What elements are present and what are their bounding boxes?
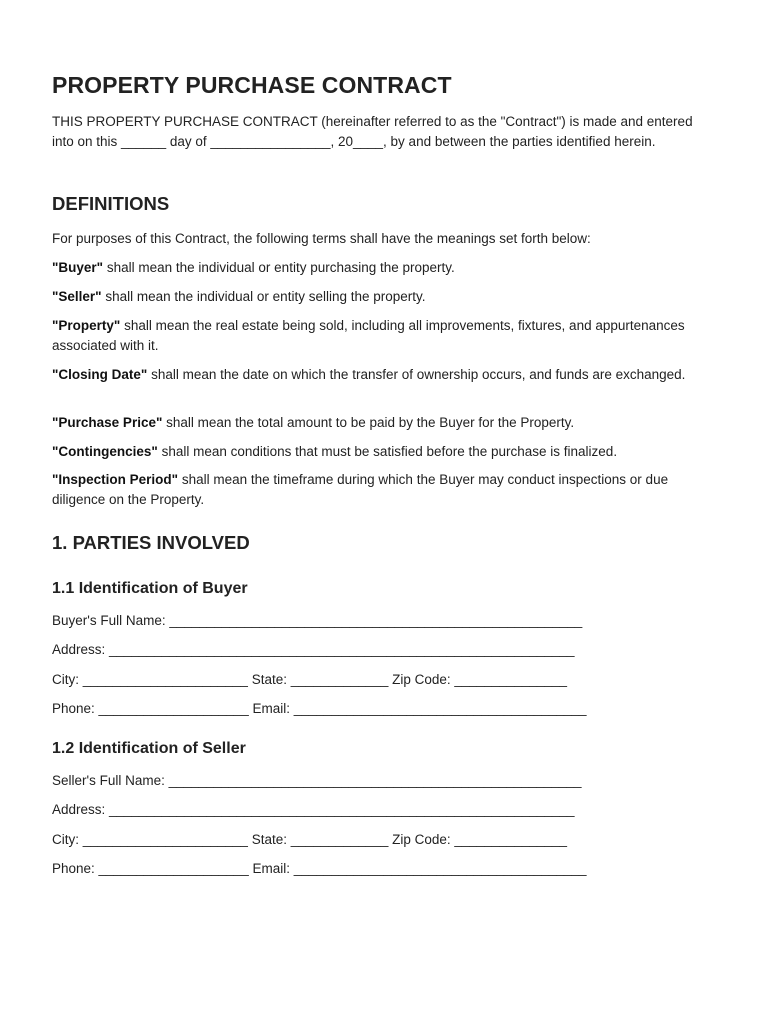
definition-text: shall mean the individual or entity purchasing the property. [103, 260, 455, 275]
definition-item [52, 316, 717, 355]
seller-full-name-field[interactable]: Seller's Full Name: _______________________________________________________ [52, 773, 582, 788]
seller-heading: 1.2 Identification of Seller [52, 740, 246, 757]
definition-text: shall mean conditions that must be satisfied before the purchase is finalized. [157, 444, 618, 459]
definitions-heading: DEFINITIONS [52, 193, 170, 214]
definition-term: "Property" [52, 318, 121, 333]
definition-text: shall mean the timeframe during which the Buyer may conduct inspections or due diligence on the Property. [52, 472, 669, 507]
definition-text: shall mean the total amount to be paid by the Buyer for the Property. [162, 415, 575, 430]
definitions-lead: For purposes of this Contract, the following terms shall have the meanings set forth below: [52, 231, 591, 246]
definition-term: "Buyer" [52, 260, 104, 275]
buyer-zip-field[interactable]: Zip Code: _______________ [392, 672, 568, 687]
definition-term: "Inspection Period" [52, 472, 179, 487]
seller-address-field[interactable]: Address: ______________________________________________________________ [52, 802, 575, 817]
buyer-state-field[interactable]: State: _____________ [251, 672, 389, 687]
definition-item [52, 365, 717, 385]
definition-term: "Seller" [52, 289, 102, 304]
parties-heading: 1. PARTIES INVOLVED [52, 532, 250, 553]
definition-item [52, 258, 717, 278]
intro-paragraph: THIS PROPERTY PURCHASE CONTRACT (hereinafter referred to as the "Contract") is made and entered into on this ______ day of ________________, 20____, by and between the parties identified herein. [52, 114, 693, 149]
definition-term: "Purchase Price" [52, 415, 163, 430]
buyer-city-field[interactable]: City: ______________________ [52, 672, 248, 687]
seller-state-field[interactable]: State: _____________ [251, 832, 389, 847]
document-title: PROPERTY PURCHASE CONTRACT [52, 72, 452, 98]
definition-item [52, 287, 717, 307]
definition-item [52, 442, 717, 462]
definition-text: shall mean the individual or entity selling the property. [101, 289, 426, 304]
buyer-location-row [52, 670, 567, 689]
seller-zip-field[interactable]: Zip Code: _______________ [392, 832, 568, 847]
definition-text: shall mean the real estate being sold, including all improvements, fixtures, and appurtenances associated with it. [52, 318, 685, 353]
buyer-heading: 1.1 Identification of Buyer [52, 580, 248, 597]
definition-term: "Contingencies" [52, 444, 158, 459]
buyer-phone-field[interactable]: Phone: ____________________ [52, 701, 249, 716]
definition-text: shall mean the date on which the transfer of ownership occurs, and funds are exchanged. [147, 367, 686, 382]
seller-email-field[interactable]: Email: _______________________________________ [252, 861, 587, 876]
seller-contact-row [52, 859, 587, 878]
buyer-full-name-field[interactable]: Buyer's Full Name: _______________________________________________________ [52, 613, 583, 628]
definition-term: "Closing Date" [52, 367, 148, 382]
buyer-address-field[interactable]: Address: ______________________________________________________________ [52, 642, 575, 657]
seller-phone-field[interactable]: Phone: ____________________ [52, 861, 249, 876]
definition-item [52, 413, 717, 433]
buyer-contact-row [52, 699, 587, 718]
seller-city-field[interactable]: City: ______________________ [52, 832, 248, 847]
buyer-email-field[interactable]: Email: _______________________________________ [252, 701, 587, 716]
definition-item [52, 470, 717, 509]
seller-location-row [52, 830, 567, 849]
